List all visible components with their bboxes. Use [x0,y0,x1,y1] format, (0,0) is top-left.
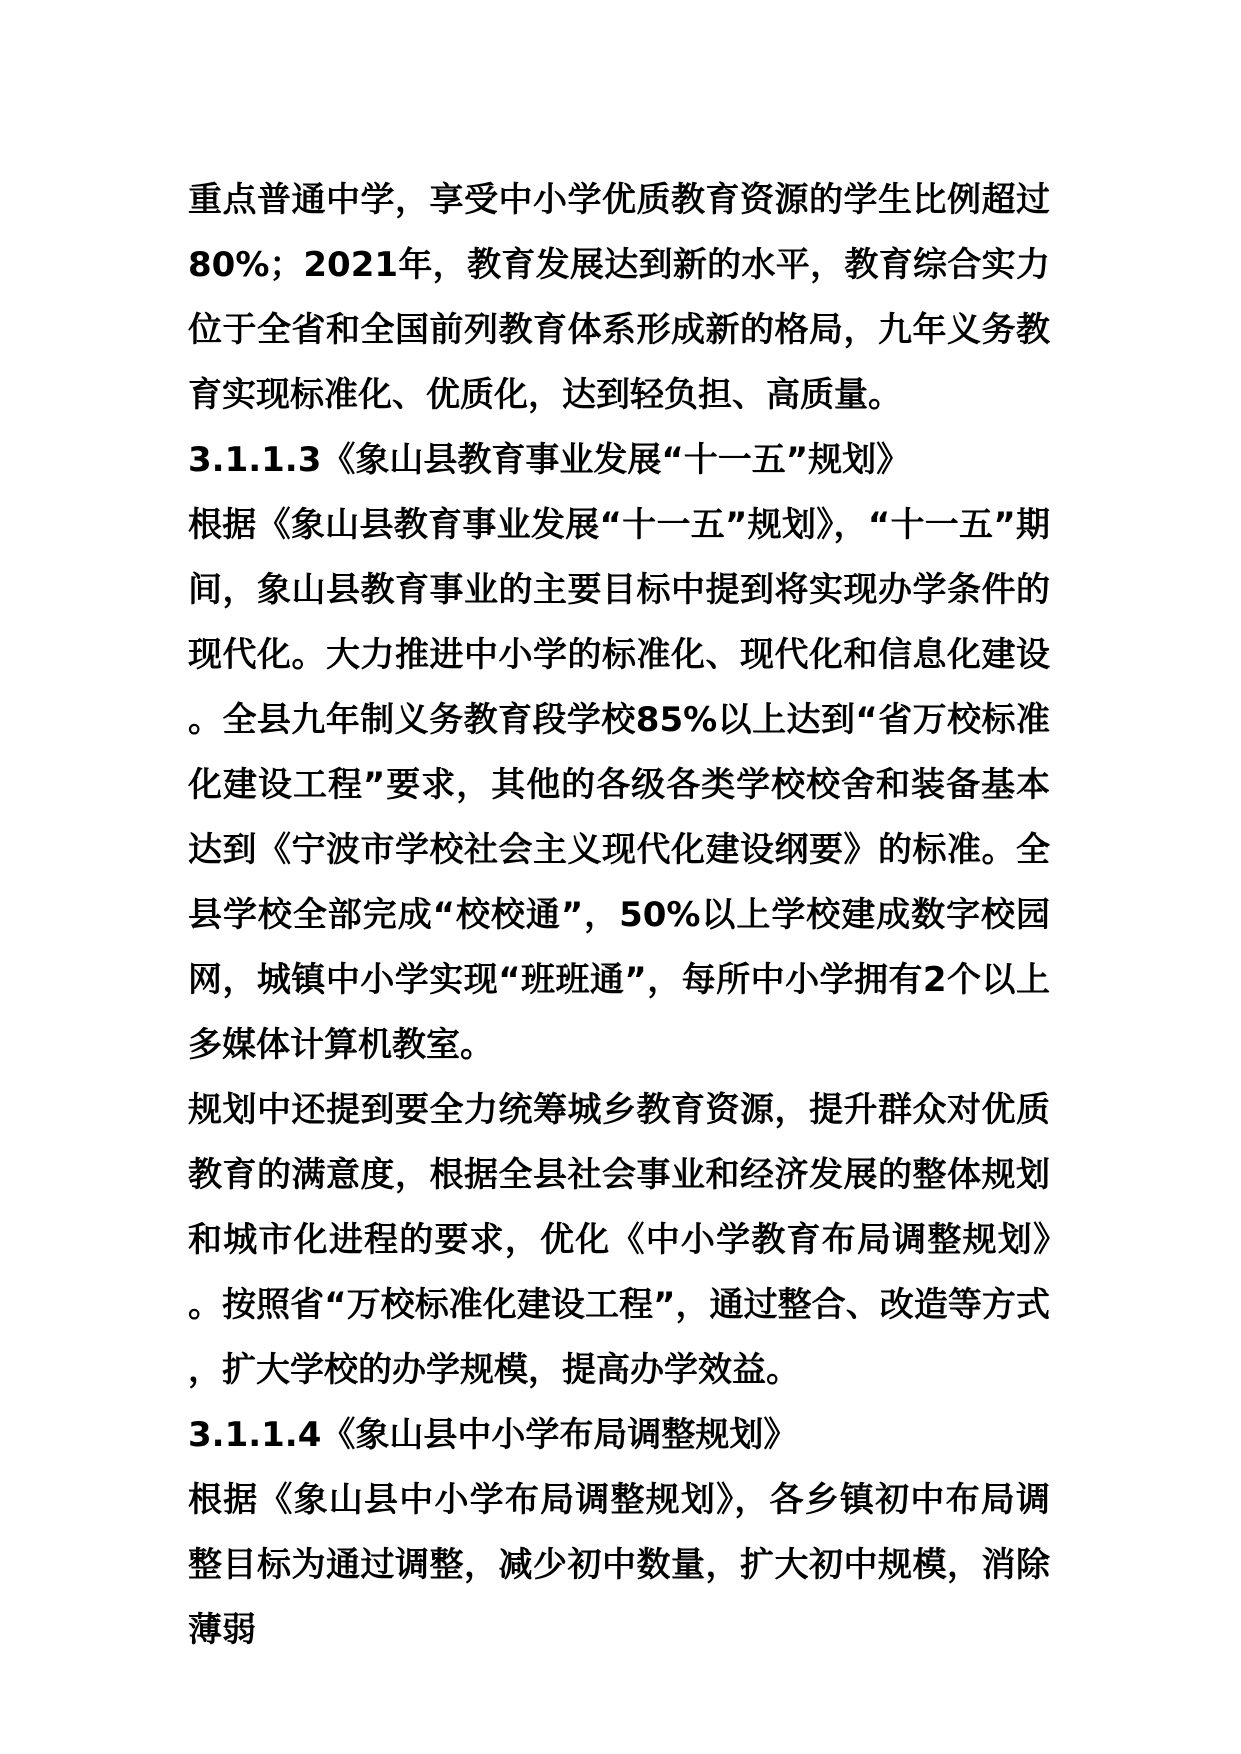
paragraph-eleventh-five-year-plan: 根据《象山县教育事业发展“十一五”规划》，“十一五”期间，象山县教育事业的主要目标中提到将实现办学条件的现代化。大力推进中小学的标准化、现代化和信息化建设。全县九年制义务教育段学校85%以上达到“省万校标准化建设工程”要求，其他的各级各类学校校舍和装备基本达到《宁波市学校社会主义现代化建设纲要》的标准。全县学校全部完成“校校通”，50%以上学校建成数字校园网，城镇中小学实现“班班通”，每所中小学拥有2个以上多媒体计算机教室。 [188,505,1050,1065]
paragraph-plan-resources: 规划中还提到要全力统筹城乡教育资源，提升群众对优质教育的满意度，根据全县社会事业和经济发展的整体规划和城市化进程的要求，优化《中小学教育布局调整规划》。按照省“万校标准化建设工程”，通过整合、改造等方式，扩大学校的办学规模，提高办学效益。 [188,1090,1050,1390]
section-heading-3-1-1-4: 3.1.1.4《象山县中小学布局调整规划》 [188,1415,798,1455]
document-body [188,168,1050,1663]
paragraph-education-goals: 重点普通中学，享受中小学优质教育资源的学生比例超过80%；2021年，教育发展达到新的水平，教育综合实力位于全省和全国前列教育体系形成新的格局，九年义务教育实现标准化、优质化，达到轻负担、高质量。 [188,180,1050,415]
section-heading-3-1-1-3: 3.1.1.3《象山县教育事业发展“十一五”规划》 [188,440,911,480]
paragraph-layout-adjustment: 根据《象山县中小学布局调整规划》，各乡镇初中布局调整目标为通过调整，减少初中数量，扩大初中规模，消除薄弱 [188,1480,1050,1650]
